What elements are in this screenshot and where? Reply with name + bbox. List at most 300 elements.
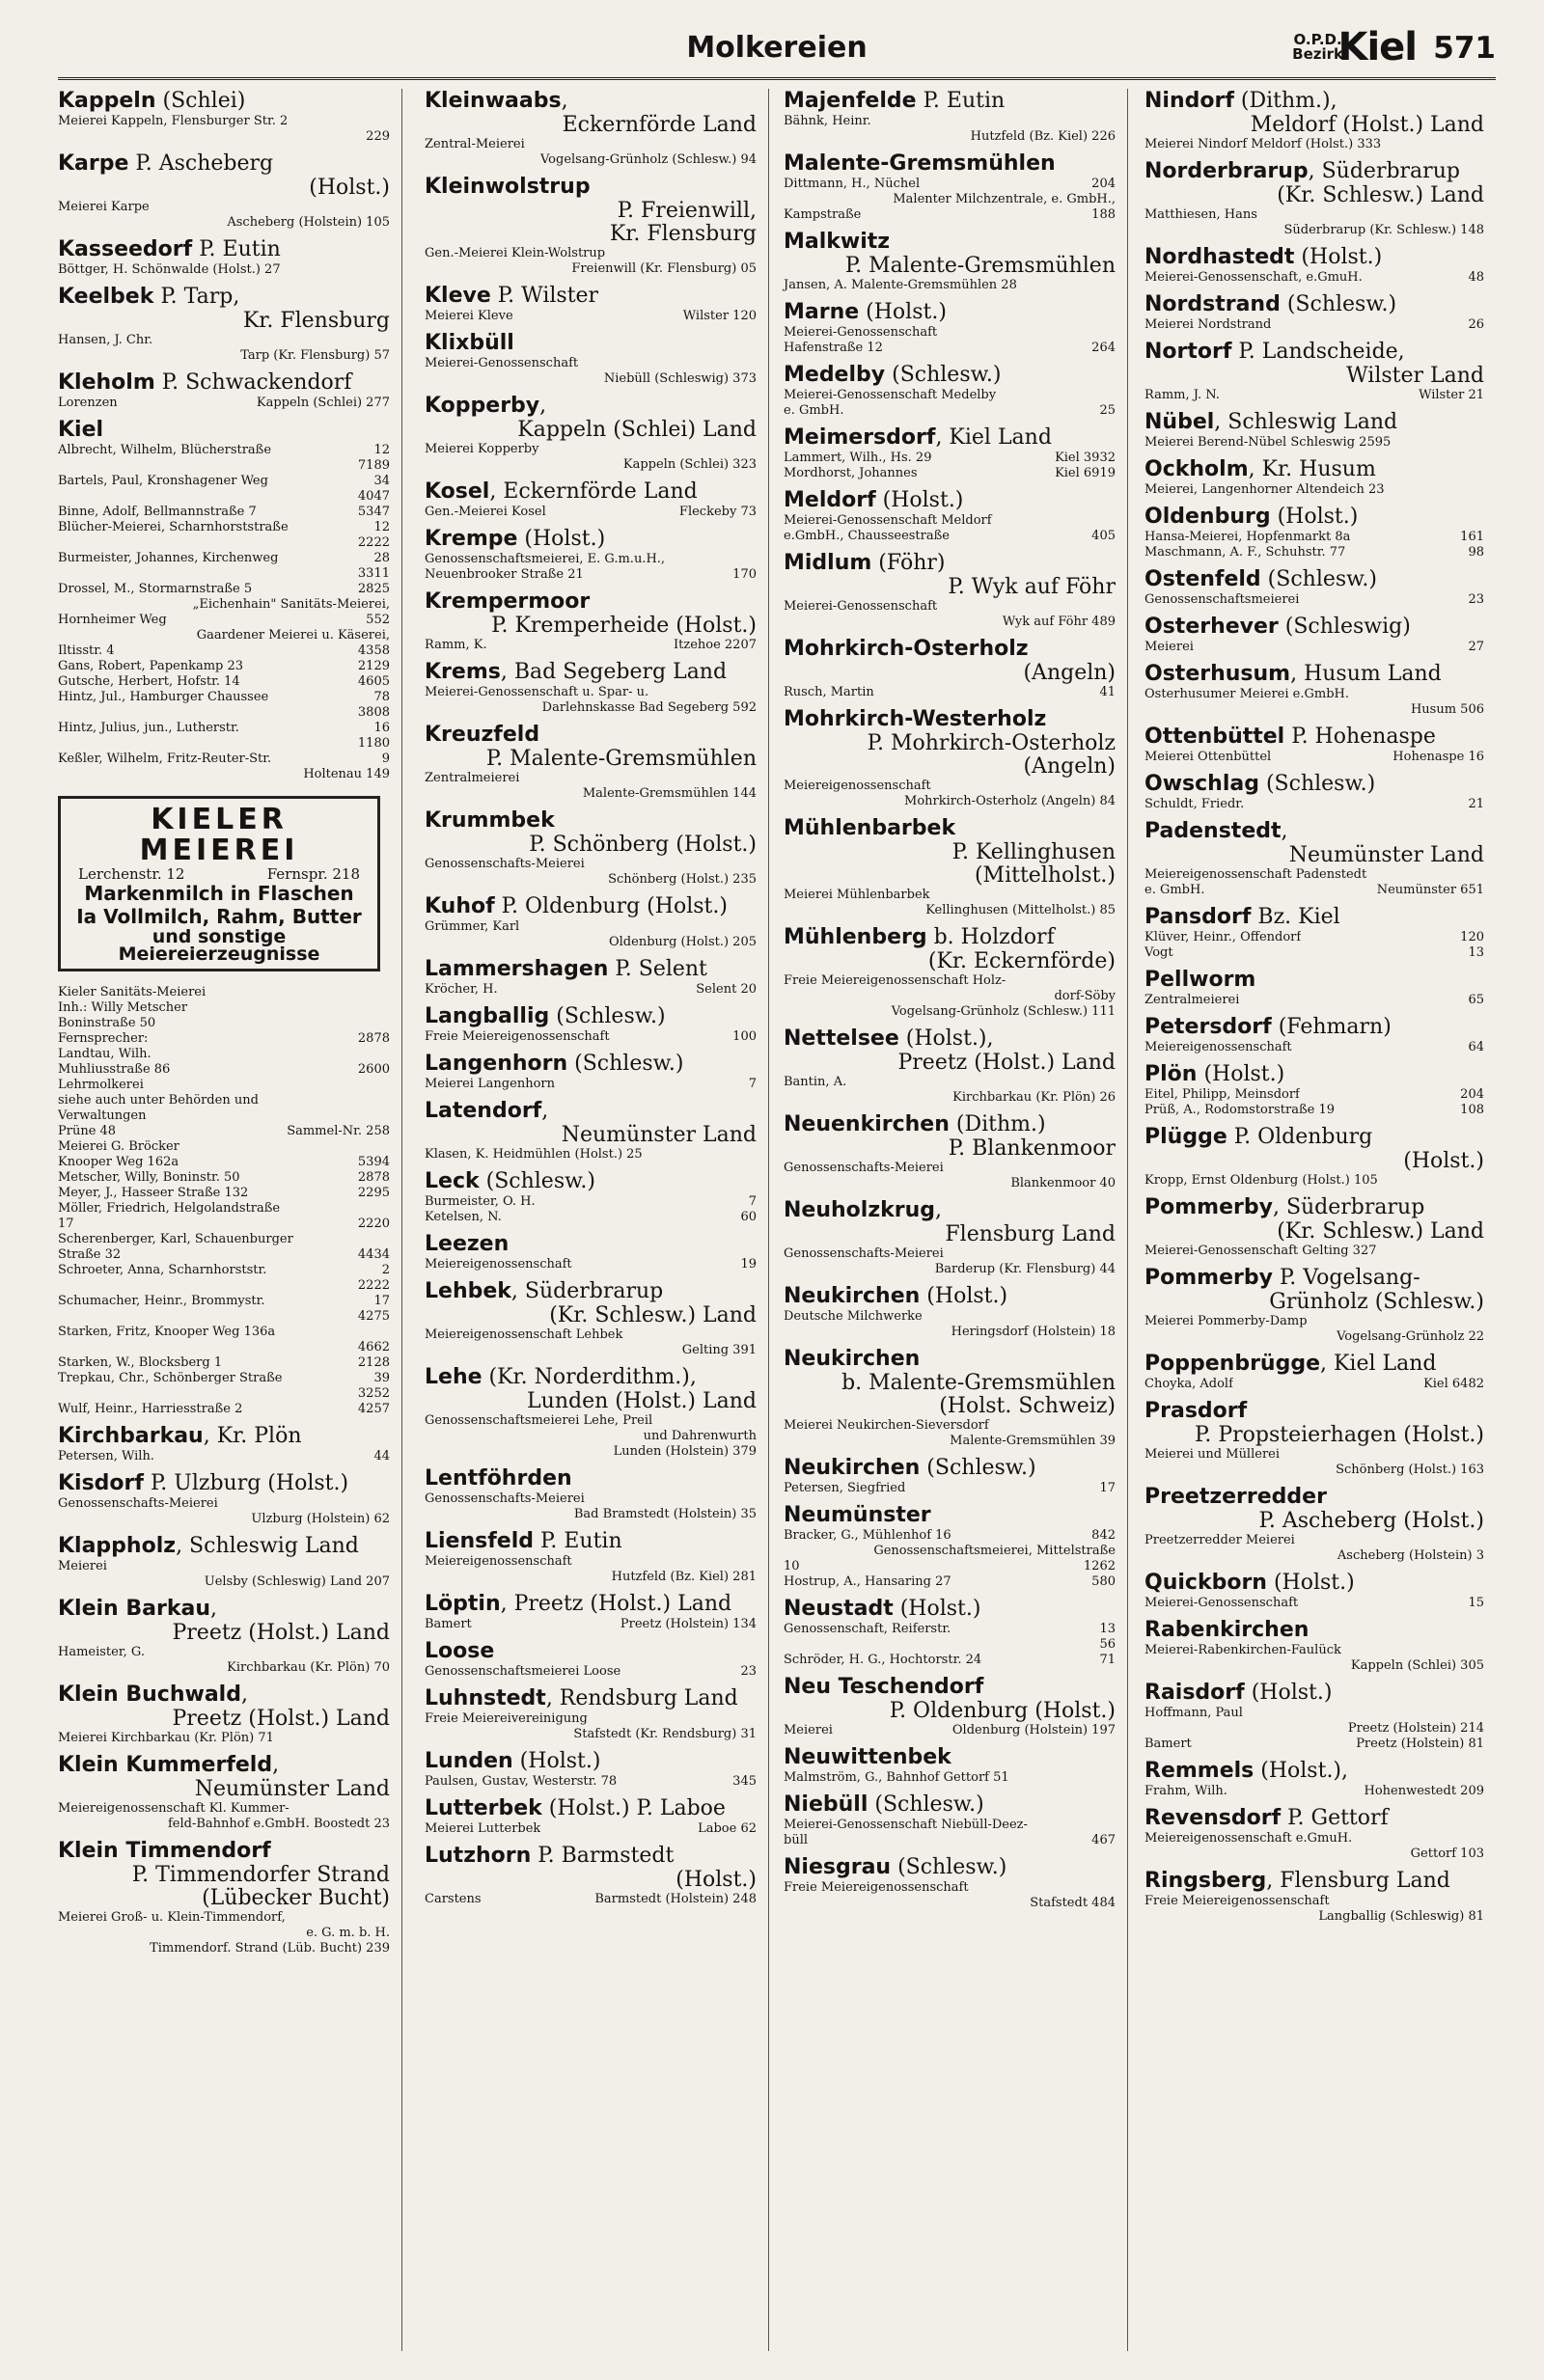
place-name: Neuholzkrug (784, 1198, 936, 1222)
page-number: 571 (1433, 31, 1496, 66)
entry-text: Zentral-Meierei (425, 137, 525, 151)
place-location: , Süderbrarup (1272, 1195, 1425, 1219)
entry-text: Meiereigenossenschaft Kl. Kummer- (58, 1801, 290, 1816)
place-name: Liensfeld (425, 1529, 535, 1553)
entry-line (1144, 1784, 1484, 1799)
entry-number: 264 (1091, 341, 1116, 355)
directory-entry (1144, 1869, 1484, 1925)
entry-number: 2222 (357, 1278, 390, 1293)
entry-heading (58, 89, 390, 114)
entry-line (425, 1774, 757, 1790)
place-name: Ockholm (1144, 457, 1249, 481)
entry-text: Timmendorf. Strand (Lüb. Bucht) 239 (150, 1941, 390, 1956)
ad-line: Markenmilch in Flaschen (84, 882, 354, 905)
entry-text: büll (784, 1833, 809, 1847)
place-location: P. Wilster (490, 284, 599, 308)
entry-text: Meierei Berend-Nübel Schleswig 2595 (1144, 435, 1392, 450)
entry-text: Meierei Groß- u. Klein-Timmendorf, (58, 1910, 286, 1925)
directory-entry (425, 479, 757, 520)
entry-text: e. G. m. b. H. (306, 1926, 390, 1940)
entry-line (1144, 270, 1484, 286)
place-location-line: Neumünster Land (1288, 843, 1484, 867)
directory-entry (1144, 819, 1484, 898)
directory-entry (1144, 1062, 1484, 1118)
place-name: Niesgrau (784, 1855, 892, 1879)
entry-heading (58, 151, 390, 177)
entry-line (784, 466, 1116, 481)
directory-entry (425, 1686, 757, 1742)
entry-line (58, 1449, 390, 1464)
place-name: Mohrkirch-Osterholz (784, 637, 1029, 661)
place-location: (Holst.) (859, 300, 947, 324)
place-location-line: Meldorf (Holst.) Land (1250, 113, 1484, 137)
column-1 (58, 89, 402, 2351)
entry-heading (425, 1592, 757, 1617)
entry-text: Hutzfeld (Bz. Kiel) 226 (970, 129, 1116, 144)
place-name: Langenhorn (425, 1052, 568, 1076)
place-name: Lehe (425, 1365, 482, 1389)
directory-entry (784, 89, 1116, 145)
entry-number: Hohenaspe 16 (1392, 750, 1484, 764)
directory-entry (425, 394, 757, 473)
entry-text: Ulzburg (Holstein) 62 (251, 1512, 390, 1526)
place-name: Prasdorf (1144, 1399, 1248, 1423)
place-location: , Flensburg Land (1266, 1869, 1450, 1893)
place-name: Mohrkirch-Westerholz (784, 707, 1047, 731)
entry-number: Wilster 21 (1419, 388, 1484, 402)
entry-line (425, 1892, 757, 1907)
entry-text: Hornheimer Weg (58, 613, 167, 627)
entry-text: Vogelsang-Grünholz (Schlesw.) 111 (891, 1004, 1116, 1019)
directory-entry (425, 1365, 757, 1460)
directory-entry (784, 151, 1116, 223)
entry-number: 4605 (357, 674, 390, 689)
entry-heading (58, 1471, 390, 1496)
entry-number: 4047 (357, 489, 390, 504)
entry-number: 4662 (357, 1340, 390, 1354)
entry-text: Mordhorst, Johannes (784, 466, 918, 480)
entry-text: Hameister, G. (58, 1645, 145, 1659)
entry-text: Keßler, Wilhelm, Fritz-Reuter-Str. (58, 752, 272, 766)
entry-number: 2128 (357, 1355, 390, 1370)
place-location: P. Eutin (192, 237, 281, 261)
place-name: Meldorf (784, 488, 876, 512)
directory-entry (1144, 89, 1484, 152)
entry-text: Schuldt, Friedr. (1144, 797, 1245, 811)
entry-number: 204 (1091, 177, 1116, 191)
entry-number: 100 (732, 1029, 757, 1044)
entry-text: Oldenburg (Holst.) 205 (608, 935, 757, 949)
entry-line (58, 443, 390, 458)
place-name: Pellworm (1144, 968, 1256, 992)
entry-text: „Eichenhain" Sanitäts-Meierei, (192, 597, 390, 612)
directory-entry (784, 1503, 1116, 1590)
directory-entry (784, 1284, 1116, 1340)
directory-entry (784, 1347, 1116, 1449)
entry-text: Hansen, J. Chr. (58, 333, 153, 347)
place-name: Leck (425, 1169, 480, 1193)
directory-entry (58, 89, 390, 145)
place-name: Padenstedt (1144, 819, 1282, 843)
place-location-line: (Angeln) (1023, 661, 1116, 685)
entry-number: 16 (373, 721, 390, 735)
place-location: , (539, 394, 547, 418)
entry-line (1144, 993, 1484, 1008)
column-3 (784, 89, 1128, 2351)
entry-number: 23 (1468, 592, 1484, 607)
directory-entry (425, 957, 757, 998)
entry-number: 7189 (357, 458, 390, 473)
column-2 (425, 89, 769, 2351)
entry-text: Schumacher, Heinr., Brommystr. (58, 1294, 265, 1308)
entry-line (784, 1481, 1116, 1496)
entry-text: Wulf, Heinr., Harriesstraße 2 (58, 1402, 243, 1416)
directory-entry (58, 1753, 390, 1832)
entry-text: Kröcher, H. (425, 982, 498, 997)
place-location: (Holst.), (1254, 1759, 1349, 1783)
place-location: (Schlesw.) (1260, 567, 1377, 591)
entry-text: Kellinghusen (Mittelholst.) 85 (925, 903, 1116, 917)
place-name: Klein Barkau (58, 1597, 210, 1621)
entry-heading (784, 1597, 1116, 1622)
entry-number: 15 (1468, 1596, 1484, 1610)
place-name: Malente-Gremsmühlen (784, 151, 1056, 176)
directory-entry (784, 1456, 1116, 1496)
place-location-line: P. Propsteierhagen (Holst.) (1194, 1423, 1484, 1447)
place-location-line: (Holst.) (309, 176, 390, 200)
place-location: P. Schwackendorf (154, 370, 352, 395)
entry-heading (1144, 1571, 1484, 1596)
entry-text: Preetzerredder Meierei (1144, 1533, 1295, 1547)
entry-text: Vogelsang-Grünholz (Schlesw.) 94 (539, 152, 757, 167)
entry-heading (58, 370, 390, 396)
place-name: Lutterbek (425, 1796, 542, 1820)
entry-heading (58, 1682, 390, 1708)
directory-entry (784, 425, 1116, 481)
entry-text: Muhliusstraße 86 (58, 1062, 171, 1077)
entry-line (1144, 1377, 1484, 1392)
entry-text: Gelting 391 (681, 1343, 757, 1357)
directory-entry (425, 808, 757, 888)
ad-phone: Fernspr. 218 (266, 865, 360, 883)
entry-text: Boninstraße 50 (58, 1016, 156, 1030)
place-name: Pommerby (1144, 1266, 1273, 1290)
entry-number: 34 (373, 474, 390, 488)
entry-number: 2878 (357, 1031, 390, 1046)
entry-number: Sammel-Nr. 258 (287, 1124, 390, 1138)
entry-heading (425, 957, 757, 982)
entry-heading (784, 1855, 1116, 1880)
place-location-line: (Kr. Schlesw.) Land (549, 1303, 757, 1327)
place-location: P. Oldenburg (Holst.) (494, 894, 728, 918)
entry-text: 17 (58, 1217, 74, 1231)
entry-line (58, 1170, 390, 1186)
entry-text: Möller, Friedrich, Helgolandstraße (58, 1201, 281, 1216)
entry-text: Meierei-Genossenschaft (784, 325, 938, 340)
place-location-line: P. Blankenmoor (948, 1136, 1116, 1161)
place-name: Neumünster (784, 1503, 931, 1527)
entry-heading (425, 1099, 757, 1124)
entry-line (58, 752, 390, 767)
entry-text: Gaardener Meierei u. Käserei, (196, 628, 390, 643)
entry-heading (784, 707, 1116, 732)
place-location-line: Flensburg Land (945, 1222, 1116, 1246)
place-location: , Kiel Land (935, 425, 1052, 450)
entry-line (58, 1294, 390, 1309)
entry-heading (1144, 292, 1484, 317)
entry-text: Scherenberger, Karl, Schauenburger (58, 1232, 293, 1246)
district-label (1292, 33, 1343, 62)
entry-number: Hohenwestedt 209 (1364, 1784, 1484, 1798)
entry-text: Bähnk, Heinr. (784, 114, 871, 128)
place-location: , (209, 1597, 217, 1621)
place-location-line: (Angeln) (1023, 754, 1116, 779)
place-location-line: Wilster Land (1346, 364, 1484, 388)
directory-entry (58, 1471, 390, 1527)
entry-number: 12 (373, 443, 390, 457)
entry-heading (425, 1639, 757, 1664)
directory-entry (784, 1198, 1116, 1277)
entry-heading (425, 284, 757, 309)
place-name: Loose (425, 1639, 495, 1663)
entry-text: Freie Meiereigenossenschaft Holz- (784, 973, 1006, 988)
place-name: Langballig (425, 1004, 550, 1028)
directory-entry (425, 723, 757, 802)
entry-text: Meierei Ottenbüttel (1144, 750, 1272, 764)
ad-line: Ia Vollmilch, Rahm, Butter (76, 905, 362, 928)
directory-entry (425, 589, 757, 653)
entry-line (425, 1029, 757, 1045)
entry-text: Freie Meiereigenossenschaft (425, 1029, 610, 1044)
entry-line (784, 1723, 1116, 1738)
place-name: Majenfelde (784, 89, 917, 113)
directory-entry (784, 637, 1116, 700)
entry-line (784, 451, 1116, 466)
directory-entry (425, 1466, 757, 1522)
entry-heading (1144, 1125, 1484, 1150)
entry-heading (784, 1112, 1116, 1137)
entry-text: Genossenschaftsmeierei (1144, 592, 1300, 607)
entry-heading (1144, 615, 1484, 640)
entry-line (425, 505, 757, 520)
entry-heading (425, 1749, 757, 1774)
place-location-line: P. Oldenburg (Holst.) (889, 1699, 1116, 1723)
entry-heading (425, 1686, 757, 1711)
place-name: Poppenbrügge (1144, 1352, 1320, 1376)
entry-text: Meierei-Genossenschaft Meldorf (784, 513, 992, 528)
place-name: Raisdorf (1144, 1681, 1245, 1705)
entry-line (58, 1402, 390, 1417)
entry-text: Klüver, Heinr., Offendorf (1144, 930, 1302, 944)
entry-line (1144, 1596, 1484, 1611)
place-location-line: Kr. Flensburg (609, 222, 757, 246)
place-location-line: b. Malente-Gremsmühlen (841, 1371, 1116, 1395)
entry-heading (425, 1279, 757, 1304)
place-name: Kreuzfeld (425, 723, 540, 747)
entry-text: Hutzfeld (Bz. Kiel) 281 (611, 1570, 757, 1584)
entry-text: Prüne 48 (58, 1124, 117, 1138)
place-name: Kleinwaabs (425, 89, 562, 113)
place-name: Nindorf (1144, 89, 1234, 113)
entry-heading (1144, 159, 1484, 184)
entry-text: Genossenschaftsmeierei Loose (425, 1664, 621, 1679)
entry-heading (784, 1675, 1116, 1700)
directory-entry (1144, 1759, 1484, 1799)
entry-line (1144, 797, 1484, 812)
entry-number: 7 (748, 1077, 757, 1091)
entry-number: 44 (373, 1449, 390, 1464)
entry-number: 23 (740, 1664, 757, 1679)
entry-heading (425, 1529, 757, 1554)
entry-text: Drossel, M., Stormarnstraße 5 (58, 582, 253, 596)
place-location: P. Barmstedt (531, 1844, 675, 1868)
entry-number: Kappeln (Schlei) 277 (256, 396, 390, 410)
entry-heading (58, 1753, 390, 1778)
place-name: Quickborn (1144, 1571, 1267, 1595)
entry-line (58, 1263, 390, 1278)
entry-text: Gettorf 103 (1410, 1847, 1484, 1861)
entry-number: 39 (373, 1371, 390, 1385)
directory-entry (425, 1099, 757, 1163)
entry-number: Neumünster 651 (1376, 883, 1484, 897)
ad-title: KIELER MEIEREI (139, 803, 299, 867)
entry-text: Ascheberg (Holstein) 3 (1337, 1548, 1484, 1563)
entry-number: 108 (1460, 1103, 1484, 1117)
place-location: Bz. Kiel (1251, 905, 1340, 929)
entry-line (1144, 1103, 1484, 1118)
entry-text: Böttger, H. Schönwalde (Holst.) 27 (58, 262, 281, 277)
entry-text: Hintz, Julius, jun., Lutherstr. (58, 721, 239, 735)
entry-line (425, 638, 757, 653)
entry-line (58, 551, 390, 566)
entry-number: 98 (1468, 545, 1484, 560)
directory-entry (58, 285, 390, 364)
place-location: P. Oldenburg (1227, 1125, 1373, 1149)
place-location: (Schleswig) (1278, 615, 1411, 639)
entry-line (784, 1528, 1116, 1544)
entry-line (784, 1559, 1116, 1574)
entry-number: Preetz (Holstein) 134 (620, 1617, 757, 1631)
entry-text: Maschmann, A. F., Schuhstr. 77 (1144, 545, 1346, 560)
entry-text: Meierei Mühlenbarbek (784, 888, 930, 902)
entry-number: 3311 (357, 566, 390, 581)
place-name: Plügge (1144, 1125, 1227, 1149)
entry-number: 13 (1099, 1622, 1116, 1636)
entry-line (425, 1664, 757, 1680)
entry-text: Genossenschaftsmeierei, Mittelstraße (873, 1544, 1116, 1558)
entry-text: Malenter Milchzentrale, e. GmbH., (893, 192, 1116, 206)
entry-text: Bamert (425, 1617, 472, 1631)
advertisement-box (58, 796, 380, 971)
entry-number: Kiel 6482 (1423, 1377, 1484, 1391)
place-name: Revensdorf (1144, 1806, 1282, 1830)
place-location: , Schleswig Land (1214, 410, 1398, 434)
place-location: , (1281, 819, 1288, 843)
entry-text: Malente-Gremsmühlen 39 (950, 1434, 1116, 1448)
directory-entry (58, 1839, 390, 1956)
place-location-line: Grünholz (Schlesw.) (1269, 1290, 1484, 1314)
entry-text: Petersen, Wilh. (58, 1449, 154, 1464)
entry-heading (425, 808, 757, 834)
entry-text: Iltisstr. 4 (58, 643, 115, 658)
place-name: Kirchbarkau (58, 1424, 204, 1448)
entry-line (58, 520, 390, 535)
place-location-line: P. Ascheberg (Holst.) (1258, 1509, 1484, 1533)
entry-text: Gen.-Meierei Kosel (425, 505, 546, 519)
entry-text: Gutsche, Herbert, Hofstr. 14 (58, 674, 240, 689)
place-location: (Holst.) (1197, 1062, 1285, 1086)
entry-heading (425, 479, 757, 505)
entry-heading (1144, 567, 1484, 592)
place-location: , Süderbrarup (1308, 159, 1460, 183)
entry-line (58, 1031, 390, 1047)
ad-contact-row (69, 866, 370, 882)
place-name: Osterhusum (1144, 662, 1291, 686)
entry-text: Lorenzen (58, 396, 118, 410)
place-name: Preetzerredder (1144, 1485, 1327, 1509)
directory-entry (784, 551, 1116, 630)
place-name: Luhnstedt (425, 1686, 546, 1710)
place-location-line: P. Malente-Gremsmühlen (844, 254, 1116, 278)
entry-text: Vogelsang-Grünholz 22 (1337, 1329, 1484, 1344)
entry-text: Meierei (1144, 640, 1194, 654)
entry-line (425, 567, 757, 583)
entry-heading (1144, 410, 1484, 435)
entry-text: Starken, Fritz, Knooper Weg 136a (58, 1325, 276, 1339)
entry-text: Schönberg (Holst.) 163 (1336, 1463, 1484, 1477)
entry-heading (784, 925, 1116, 950)
entry-text: Meierei-Genossenschaft (1144, 1596, 1299, 1610)
directory-entry (1144, 457, 1484, 498)
place-location: (Dithm.), (1233, 89, 1337, 113)
entry-heading (425, 1365, 757, 1390)
entry-number: 345 (732, 1774, 757, 1789)
entry-text: Metscher, Willy, Boninstr. 50 (58, 1170, 240, 1185)
entry-heading (1144, 1062, 1484, 1087)
entry-line (425, 1257, 757, 1272)
entry-line (425, 1617, 757, 1632)
place-location-line: Eckernförde Land (562, 113, 757, 137)
directory-entry (425, 1052, 757, 1092)
entry-text: Dittmann, H., Nüchel (784, 177, 921, 191)
directory-entry (1144, 1015, 1484, 1055)
place-name: Klixbüll (425, 331, 514, 355)
entry-heading (58, 1534, 390, 1559)
entry-number: 26 (1468, 317, 1484, 332)
entry-number: 2222 (357, 535, 390, 550)
entry-text: Meierei Kopperby (425, 442, 539, 456)
entry-heading (784, 363, 1116, 388)
entry-line (1144, 545, 1484, 561)
place-name: Lentföhrden (425, 1466, 572, 1491)
entry-text: Binne, Adolf, Bellmannstraße 7 (58, 505, 257, 519)
entry-line (58, 1355, 390, 1371)
place-name: Kosel (425, 479, 490, 504)
entry-number: 2220 (357, 1217, 390, 1231)
entry-text: Meierei (784, 1723, 833, 1737)
entry-number: Fleckeby 73 (678, 505, 757, 519)
entry-line (784, 177, 1116, 192)
place-location: (Fehmarn) (1271, 1015, 1392, 1039)
entry-number: 2 (381, 1263, 390, 1277)
entry-heading (784, 300, 1116, 325)
entry-number: 842 (1091, 1528, 1116, 1543)
entry-number: Holtenau 149 (303, 767, 390, 781)
directory-entry (425, 1639, 757, 1680)
place-name: Malkwitz (784, 230, 891, 254)
entry-number: 28 (373, 551, 390, 565)
entry-line (425, 309, 757, 324)
